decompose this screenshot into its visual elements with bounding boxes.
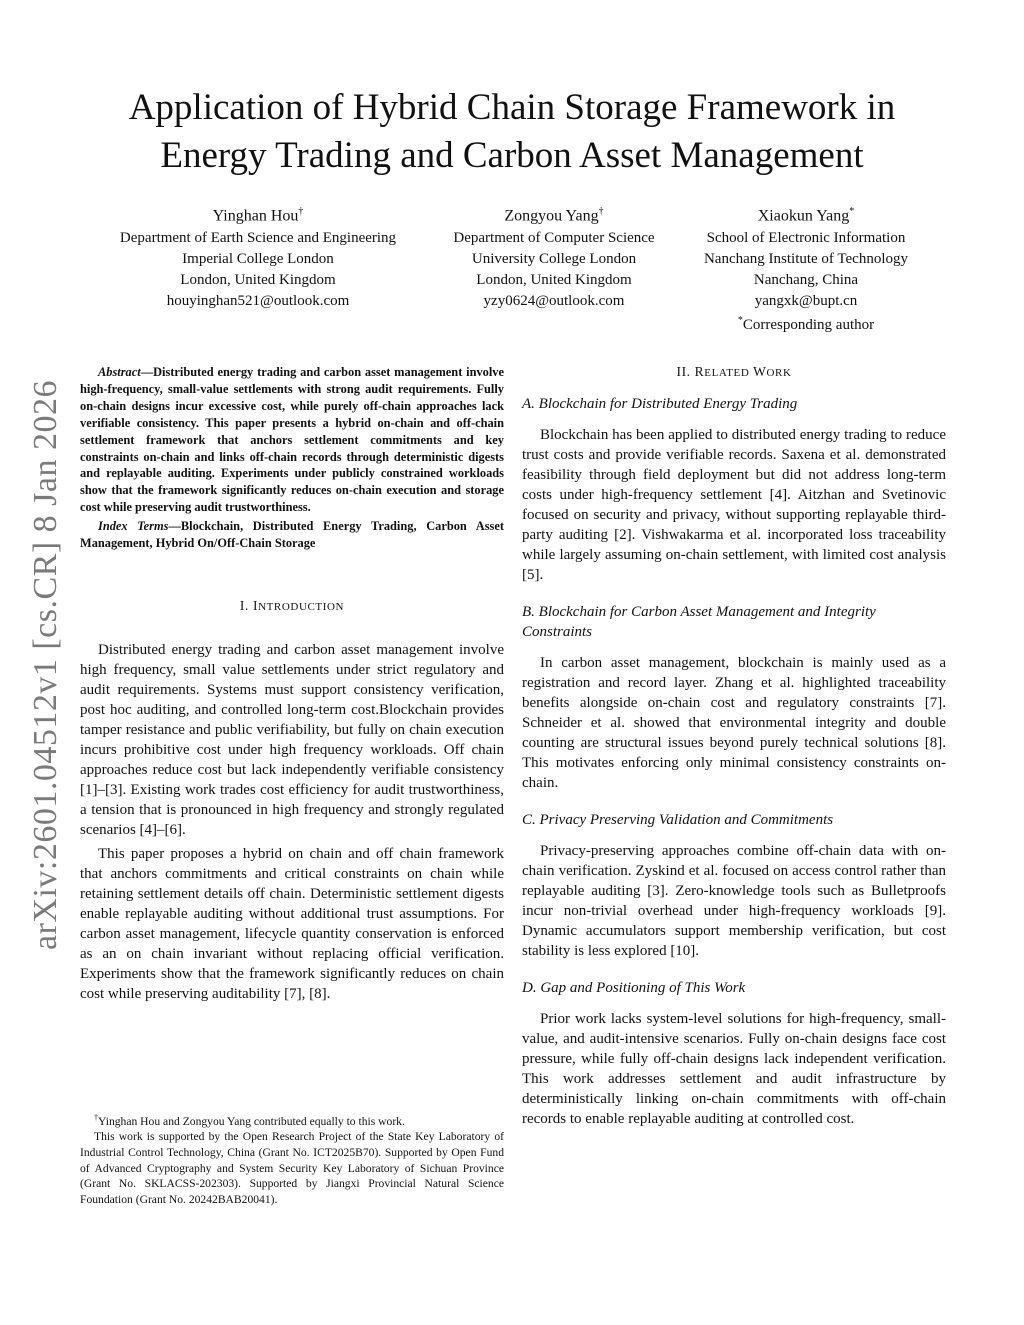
author-name: Yinghan Hou† <box>212 206 304 225</box>
corresponding-author-note: *Corresponding author <box>737 315 875 334</box>
author-organization: Nanchang Institute of Technology <box>703 250 909 267</box>
paper-title-line-1: Application of Hybrid Chain Storage Framework in <box>128 87 896 128</box>
subsection-a-text: Blockchain has been applied to distributed energy trading to reduce trust costs and provide verifiable records. Saxena et al. demonstrated feasibility through field deployment but did not address long-term costs under high-frequency settlement [4]. Aitzhan and Svetinovic focused on security and privacy, without supporting replayable third-party auditing [2]. Vishwakarma et al. incorporated loss traceability while largely assuming on-chain settlement, with limited cost analysis [5]. <box>522 427 946 583</box>
author-department: School of Electronic Information <box>706 230 906 247</box>
section-heading-introduction: I. INTRODUCTION <box>239 597 345 613</box>
abstract <box>80 364 504 516</box>
arxiv-identifier-stamp: arXiv:2601.04512v1 [cs.CR] 8 Jan 2026 <box>27 379 64 951</box>
left-column <box>80 364 504 1004</box>
author-name: Zongyou Yang† <box>504 206 604 225</box>
footnote-funding: This work is supported by the Open Research Project of the State Key Laboratory of Industrial Control Technology, China (Grant No. ICT2025B70). Supported by Open Fund of Advanced Cryptography and System Security Key Laboratory of Sichuan Province (Grant No. SKLACSS-202303). Supported by Jiangxi Provincial Natural Science Foundation (Grant No. 20242BAB20041). <box>80 1130 504 1206</box>
intro-paragraph-2: This paper proposes a hybrid on chain and off chain framework that anchors commitments and critical constraints on chain while retaining settlement details off chain. Deterministic settlement digests enable replayable auditing without additional trust assumptions. For carbon asset management, lifecycle quantity conservation is enforced as an on chain invariant without replacing official verification. Experiments show that the framework significantly reduces on chain cost while preserving auditability [7], [8]. <box>80 845 504 1002</box>
footnotes <box>80 1110 504 1207</box>
right-column <box>522 364 946 1129</box>
author-email: houyinghan521@outlook.com <box>166 292 350 309</box>
author-location: London, United Kingdom <box>476 271 632 288</box>
subsection-heading-d: D. Gap and Positioning of This Work <box>522 980 746 996</box>
author-location: London, United Kingdom <box>180 271 336 288</box>
index-terms <box>80 518 504 552</box>
subsection-c-text: Privacy-preserving approaches combine off-chain data with on-chain verification. Zyskind et al. focused on access control rather than replayable auditing [3]. Zero-knowledge tools such as Bulletproofs incur non-trivial overhead under high-frequency workloads [9]. Dynamic accumulators support membership verification, but cost stability is less explored [10]. <box>522 843 946 959</box>
author-email: yangxk@bupt.cn <box>754 292 858 309</box>
footnote-equal-contribution: †Yinghan Hou and Zongyou Yang contributed equally to this work. <box>94 1113 405 1128</box>
intro-paragraph-1: Distributed energy trading and carbon asset management involve high frequency, small value settlements under strict regulatory and audit requirements. Systems must support consistency verification, post hoc auditing, and controlled long-term cost.Blockchain provides tamper resistance and public verifiability, but fully on chain execution incurs prohibitive cost under high frequency workloads. Off chain approaches reduce cost but lack independently verifiable consistency [1]–[3]. Existing work trades cost efficiency for audit trustworthiness, a tension that is pronounced in high frequency and strongly regulated scenarios [4]–[6]. <box>80 641 504 838</box>
author-location: Nanchang, China <box>753 271 859 288</box>
author-email: yzy0624@outlook.com <box>483 292 625 309</box>
subsection-heading-c: C. Privacy Preserving Validation and Commitments <box>522 812 834 828</box>
subsection-d-text: Prior work lacks system-level solutions for high-frequency, small-value, and audit-intensive scenarios. Fully on-chain designs face cost pressure, while fully off-chain designs lack independent verification. This work addresses settlement and audit infrastructure by deterministically linking on-chain commitments with off-chain records to enable replayable auditing at controlled cost. <box>522 1011 946 1127</box>
index-terms-label: Index Terms <box>98 519 169 534</box>
section-heading-related-work: II. RELATED WORK <box>676 364 792 379</box>
abstract-text: —Distributed energy trading and carbon asset management involve high-frequency, small-value settlements with strong audit requirements. Fully on-chain designs incur excessive cost, while purely off-chain approaches lack verifiable consistency. This paper presents a hybrid on-chain and off-chain settlement framework that anchors settlement commitments and key constraints on-chain and links off-chain records through deterministic digests and replayable auditing. Experiments under publicly constrained workloads show that the framework significantly reduces on-chain execution and storage cost while preserving audit trustworthiness. <box>80 365 504 515</box>
subsection-b-text: In carbon asset management, blockchain is mainly used as a registration and record layer. Zhang et al. highlighted traceability benefits alongside on-chain cost and regulatory constraints [7]. Schneider et al. showed that environmental integrity and double counting are structural issues beyond purely technical solutions [8]. This motivates enforcing only minimal consistency constraints on-chain. <box>522 655 946 791</box>
paper-title-line-2: Energy Trading and Carbon Asset Management <box>160 135 864 176</box>
author-block-1 <box>90 202 426 311</box>
subsection-heading-a: A. Blockchain for Distributed Energy Trading <box>522 396 798 412</box>
author-department: Department of Earth Science and Engineering <box>119 230 397 247</box>
author-organization: Imperial College London <box>182 250 334 267</box>
author-name: Xiaokun Yang* <box>757 206 855 225</box>
author-department: Department of Computer Science <box>453 230 655 247</box>
author-organization: University College London <box>471 250 637 267</box>
index-terms-text: —Blockchain, Distributed Energy Trading, Carbon Asset Management, Hybrid On/Off-Chain Storage <box>80 519 504 551</box>
abstract-label: Abstract <box>98 365 141 379</box>
author-block-3 <box>680 202 932 336</box>
subsection-heading-b: B. Blockchain for Carbon Asset Management and Integrity Constraints <box>522 604 876 640</box>
author-block-2 <box>436 202 672 311</box>
paper-title <box>60 84 964 180</box>
